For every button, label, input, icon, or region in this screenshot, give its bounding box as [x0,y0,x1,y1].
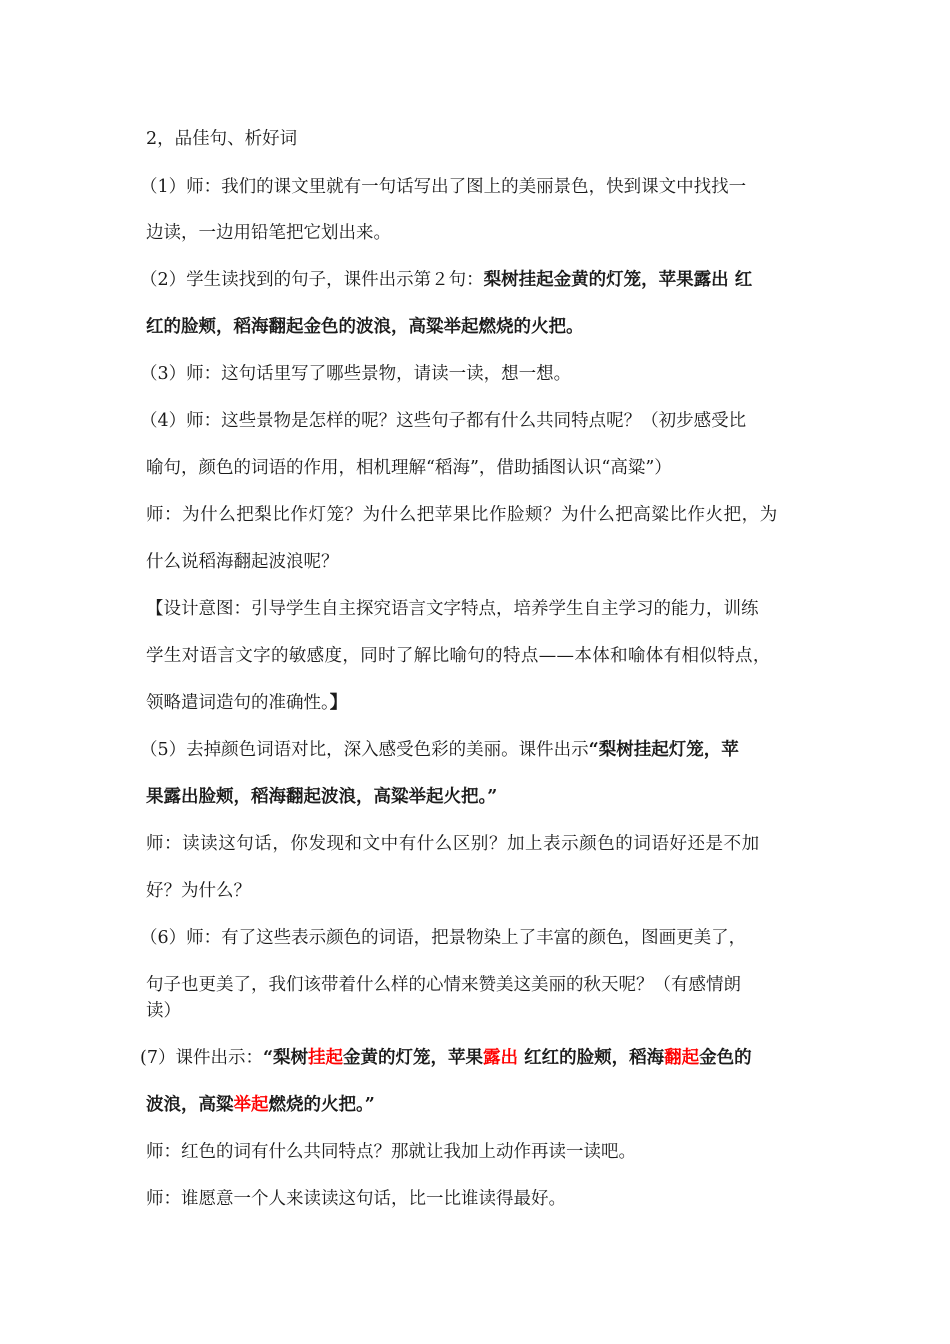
quoted-sentence-part-2: 红的脸颊，稻海翻起金色的波浪，高粱举起燃烧的火把。 [146,317,584,337]
sentence-text: 波浪，高粱 [146,1095,234,1115]
reflection-line-2: 好？为什么？ [146,881,251,901]
paragraph-5-line-1 [140,738,805,762]
no-color-sentence-part-1: “梨树挂起灯笼，苹 [588,740,739,760]
quoted-sentence-part-1: 梨树挂起金黄的灯笼，苹果露出 红 [483,270,753,290]
design-intent-line-1: 【设计意图：引导学生自主探究语言文字特点，培养学生自主学习的能力，训练 [146,599,759,619]
highlighted-verb: 挂起 [308,1048,344,1068]
sentence-text: 燃烧的火把。” [268,1095,375,1115]
closing-prompt: 师：谁愿意一个人来读读这句话，比一比谁读得最好。 [146,1189,566,1209]
no-color-sentence-part-2: 果露出脸颊，稻海翻起波浪，高粱举起火把。” [146,787,498,807]
paragraph-4-line-2: 喻句，颜色的词语的作用，相机理解“稻海”，借助插图认识“高粱”） [146,458,672,478]
sentence-text: 金黄的灯笼，苹果 [343,1048,484,1068]
paragraph-1-line-1: （1）师：我们的课文里就有一句话写出了图上的美丽景色，快到课文中找找一 [140,177,747,197]
question-line-2: 什么说稻海翻起波浪呢？ [146,552,339,572]
highlighted-verb: 举起 [233,1095,269,1115]
design-intent-text: 领略遣词造句的准确性。 [146,693,330,713]
reflection-line-1: 师：读读这句话，你发现和文中有什么区别？加上表示颜色的词语好还是不加 [146,834,760,854]
question-line-1: 师：为什么把梨比作灯笼？为什么把苹果比作脸颊？为什么把高粱比作火把，为 [146,505,778,525]
paragraph-3: （3）师：这句话里写了哪些景物，请读一读，想一想。 [140,364,572,384]
sentence-text: “梨树 [262,1048,309,1068]
design-intent-line-2: 学生对语言文字的敏感度，同时了解比喻句的特点——本体和喻体有相似特点， [146,646,771,666]
follow-up-question: 师：红色的词有什么共同特点？那就让我加上动作再读一读吧。 [146,1142,636,1162]
paragraph-6-line-2: 句子也更美了，我们该带着什么样的心情来赞美这美丽的秋天呢？（有感情朗 [146,975,741,995]
paragraph-2-prefix: （2）学生读找到的句子，课件出示第２句： [140,270,484,290]
paragraph-7-line-1 [140,1046,805,1070]
paragraph-4-line-1: （4）师：这些景物是怎样的呢？这些句子都有什么共同特点呢？（初步感受比 [140,411,747,431]
paragraph-6-line-1: （6）师：有了这些表示颜色的词语，把景物染上了丰富的颜色，图画更美了， [140,928,747,948]
sentence-text: 红红的脸颊，稻海 [518,1048,665,1068]
closing-bracket: 】 [329,693,348,713]
paragraph-7-line-2 [146,1093,811,1117]
highlighted-verb: 露出 [483,1048,519,1068]
highlighted-verb: 翻起 [664,1048,700,1068]
sentence-text: 金色的 [699,1048,752,1068]
paragraph-2-line-1 [140,268,805,292]
design-intent-line-3 [146,691,811,715]
section-heading: 2，品佳句、析好词 [146,129,298,149]
paragraph-7-prefix: (7）课件出示： [140,1048,263,1068]
paragraph-5-prefix: （5）去掉颜色词语对比，深入感受色彩的美丽。课件出示 [140,740,589,760]
paragraph-1-line-2: 边读，一边用铅笔把它划出来。 [146,223,391,243]
paragraph-6-line-3: 读） [146,1001,181,1021]
